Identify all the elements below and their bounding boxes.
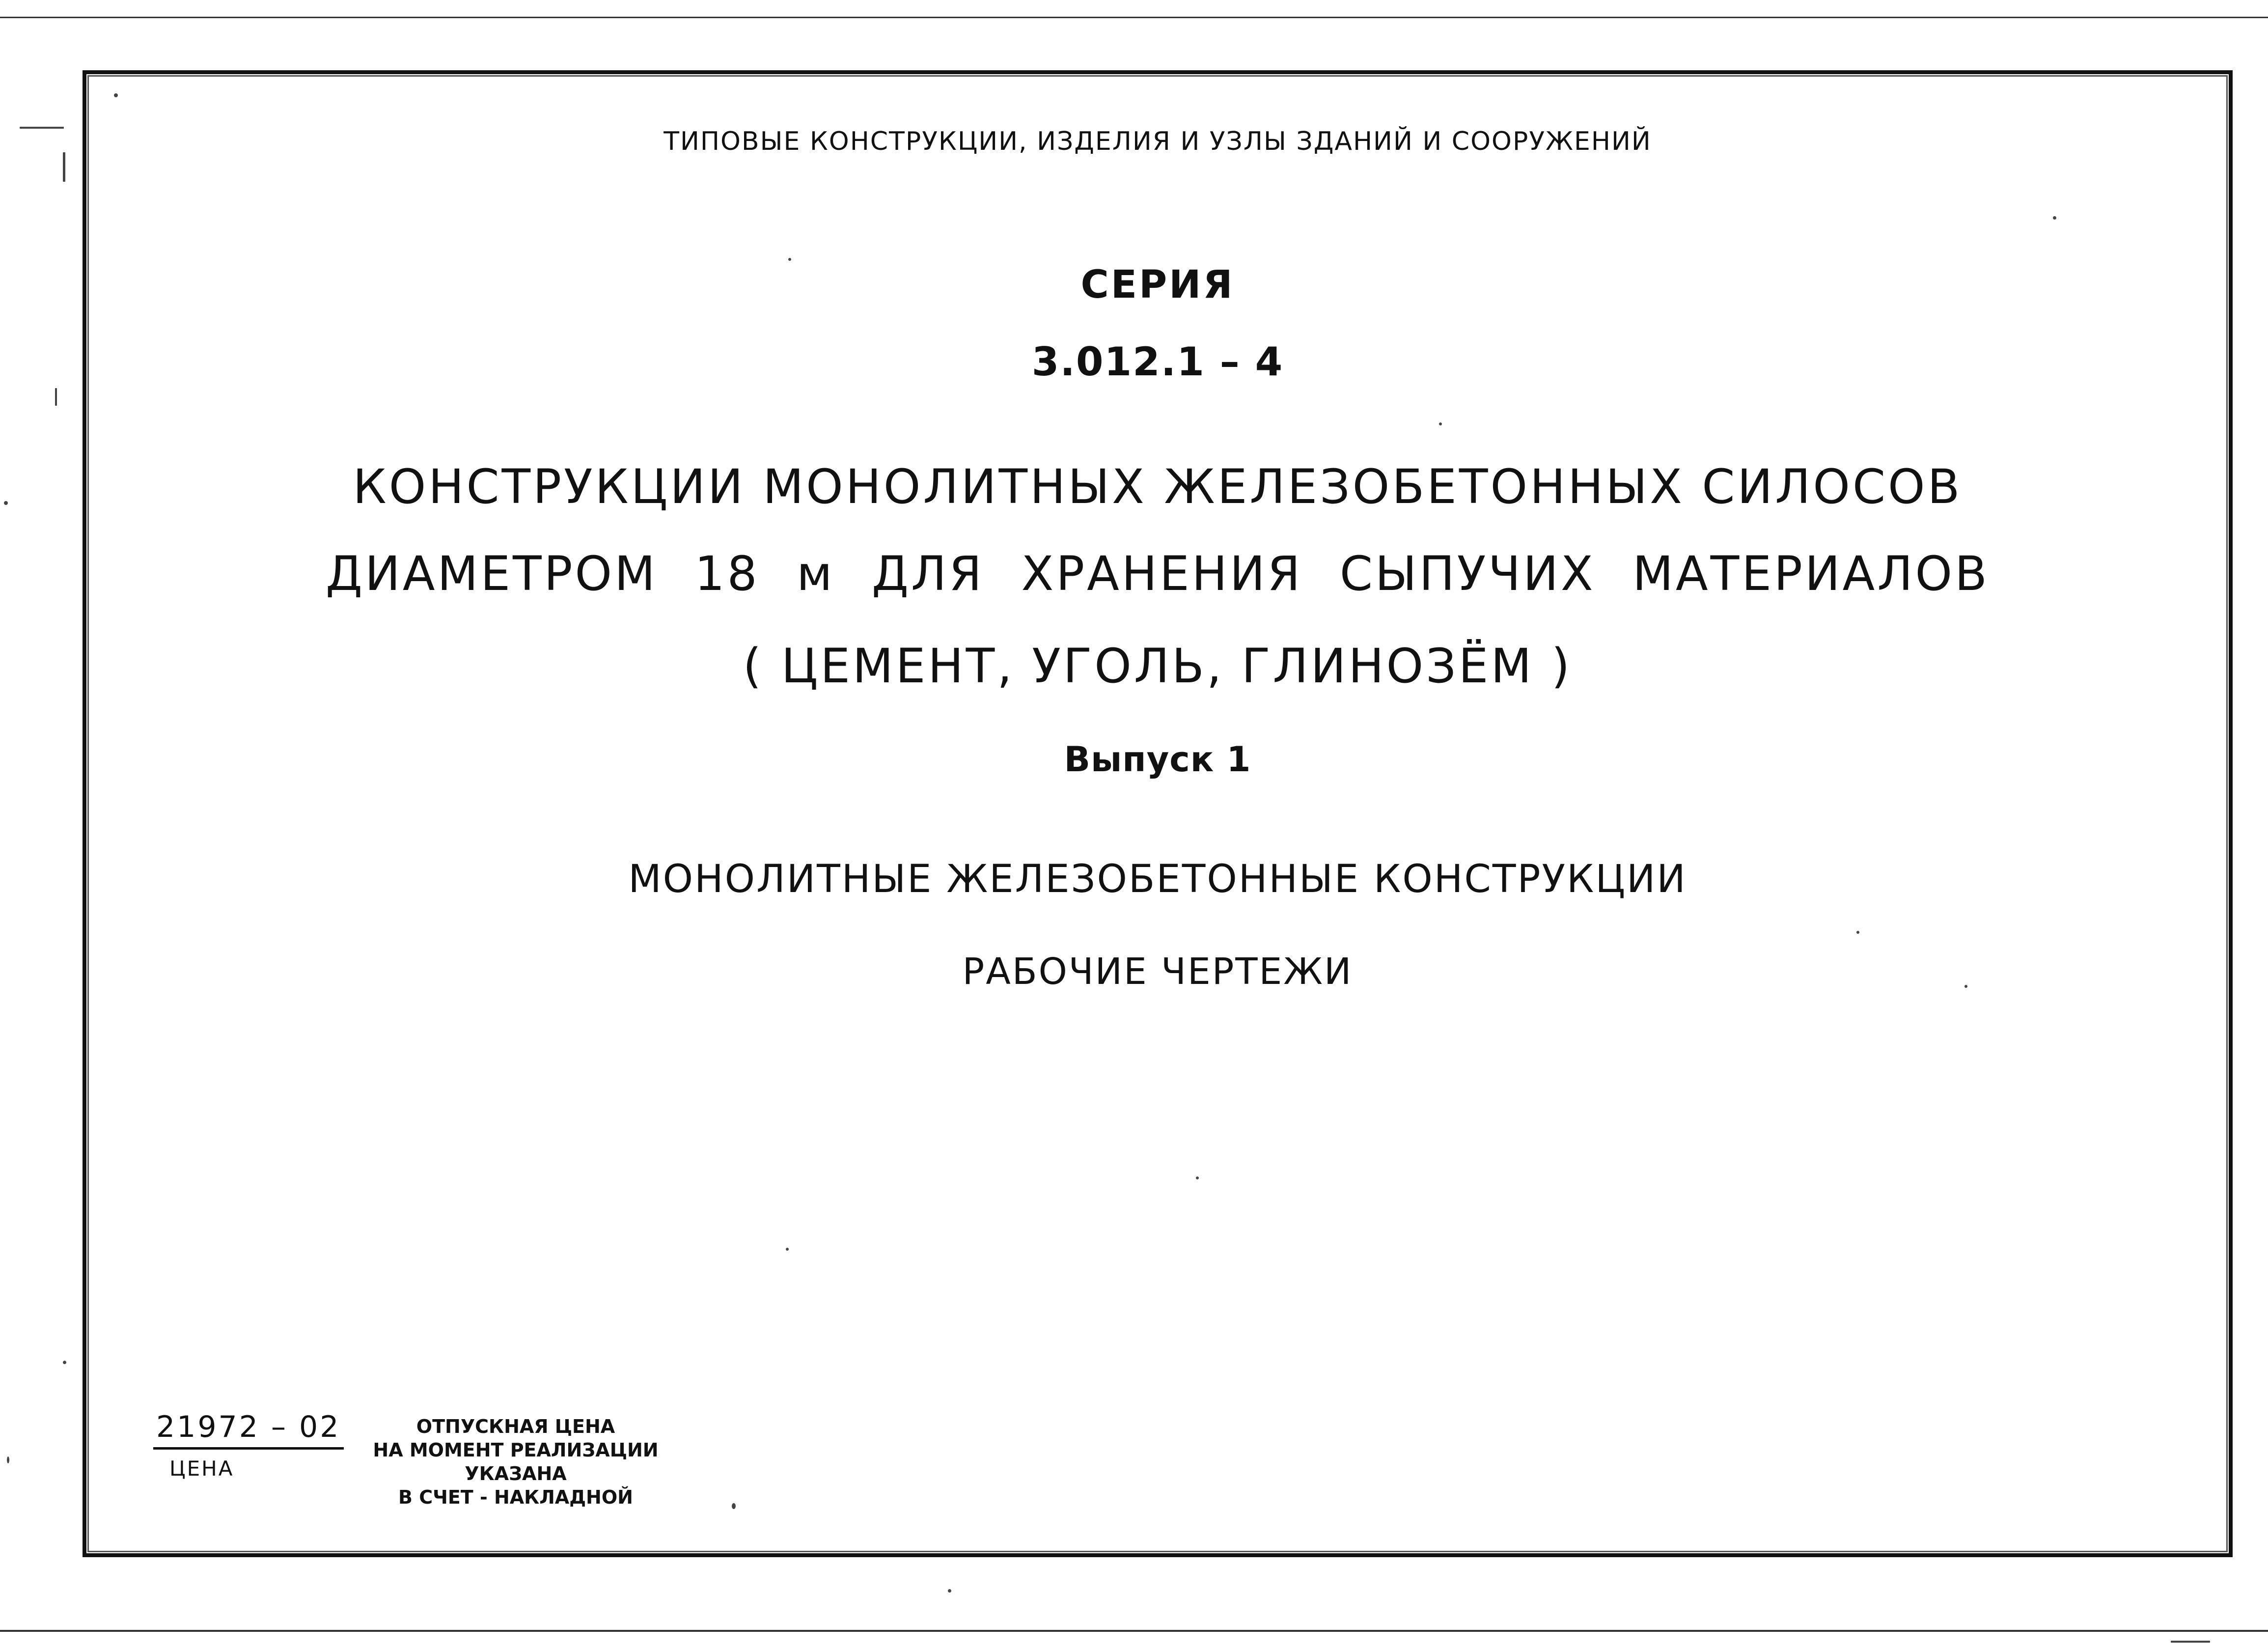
price-note-line: УКАЗАНА [465, 1463, 567, 1484]
scan-speck [1856, 931, 1859, 934]
scan-speck [948, 1589, 951, 1593]
price-note-line: ОТПУСКНАЯ ЦЕНА [416, 1416, 615, 1437]
scan-speck [2171, 1641, 2210, 1643]
series-number: 3.012.1 – 4 [1031, 339, 1284, 385]
catalog-code: 21972 – 02 [156, 1410, 341, 1444]
scan-speck [55, 388, 57, 406]
issue-number: Выпуск 1 [1064, 739, 1251, 780]
sheet-edge-top [0, 17, 2268, 18]
title-line-2: ДИАМЕТРОМ 18 м ДЛЯ ХРАНЕНИЯ СЫПУЧИХ МАТЕРИАЛОВ [326, 546, 1990, 601]
scan-speck [786, 1248, 789, 1251]
scan-speck [732, 1503, 736, 1509]
title-line-1: КОНСТРУКЦИИ МОНОЛИТНЫХ ЖЕЛЕЗОБЕТОННЫХ СИЛОСОВ [353, 459, 1963, 514]
title-line-3: ( ЦЕМЕНТ, УГОЛЬ, ГЛИНОЗЁМ ) [743, 639, 1573, 694]
scan-speck [63, 152, 65, 182]
series-label: СЕРИЯ [1080, 263, 1235, 307]
scan-speck [114, 93, 118, 97]
scan-speck [1439, 422, 1442, 425]
price-label: ЦЕНА [169, 1456, 234, 1481]
scan-speck [788, 258, 791, 261]
code-underline [153, 1447, 344, 1450]
scan-speck [63, 1361, 66, 1364]
scan-speck [1196, 1176, 1199, 1179]
price-note-line: НА МОМЕНТ РЕАЛИЗАЦИИ [373, 1439, 659, 1461]
scan-speck [7, 1456, 9, 1463]
price-note [363, 1415, 668, 1509]
subtitle-structures: МОНОЛИТНЫЕ ЖЕЛЕЗОБЕТОННЫЕ КОНСТРУКЦИИ [628, 857, 1687, 901]
scan-speck [1964, 985, 1967, 988]
subtitle-working-drawings: РАБОЧИЕ ЧЕРТЕЖИ [962, 951, 1353, 993]
scan-speck [2053, 216, 2056, 220]
document-category: ТИПОВЫЕ КОНСТРУКЦИИ, ИЗДЕЛИЯ И УЗЛЫ ЗДАНИЙ И СООРУЖЕНИЙ [664, 127, 1652, 156]
scan-speck [4, 501, 8, 505]
sheet-edge-bottom [0, 1630, 2268, 1632]
scan-speck [20, 127, 64, 129]
price-note-line: В СЧЕТ - НАКЛАДНОЙ [398, 1486, 633, 1508]
